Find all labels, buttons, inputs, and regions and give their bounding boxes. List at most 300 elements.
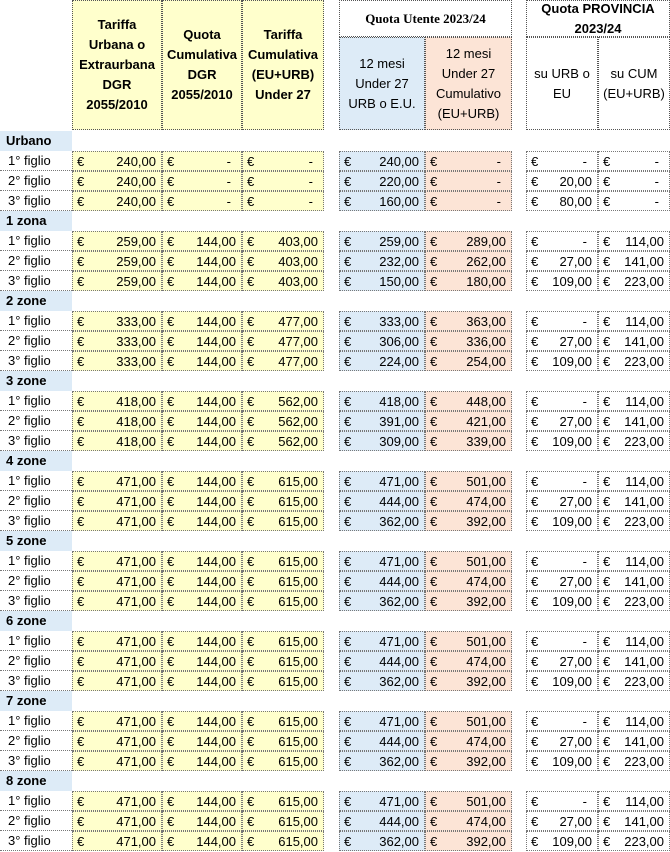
cell-provincia-cum xyxy=(598,591,670,611)
currency-symbol: € xyxy=(77,274,85,289)
currency-symbol: € xyxy=(247,314,255,329)
currency-symbol: € xyxy=(531,634,539,649)
cell-tariffa-urbana xyxy=(72,591,162,611)
cell-utente-urb xyxy=(339,411,425,431)
cell-value: 471,00 xyxy=(116,574,156,589)
cell-utente-urb xyxy=(339,251,425,271)
cell-quota-cumulativa xyxy=(162,431,242,451)
cell-utente-urb xyxy=(339,351,425,371)
cell-value: 477,00 xyxy=(278,354,318,369)
cell-utente-urb xyxy=(339,671,425,691)
currency-symbol: € xyxy=(247,194,255,209)
currency-symbol: € xyxy=(77,314,85,329)
cell-value: 403,00 xyxy=(278,234,318,249)
cell-tariffa-cumulativa xyxy=(242,151,324,171)
currency-symbol: € xyxy=(344,794,352,809)
cell-provincia-urb xyxy=(526,331,598,351)
cell-utente-cum xyxy=(425,231,512,251)
cell-quota-cumulativa xyxy=(162,651,242,671)
currency-symbol: € xyxy=(531,254,539,269)
currency-symbol: € xyxy=(430,434,438,449)
cell-utente-urb xyxy=(339,571,425,591)
currency-symbol: € xyxy=(603,154,611,169)
cell-value: 141,00 xyxy=(624,574,664,589)
header-quota-utente xyxy=(339,0,512,37)
cell-tariffa-urbana xyxy=(72,171,162,191)
cell-value: - xyxy=(496,194,501,209)
cell-value: 223,00 xyxy=(624,434,664,449)
row-label: 2° figlio xyxy=(0,411,72,431)
cell-value: 141,00 xyxy=(624,734,664,749)
cell-value: 27,00 xyxy=(559,334,592,349)
cell-value: 362,00 xyxy=(379,674,419,689)
cell-value: 109,00 xyxy=(552,834,592,849)
currency-symbol: € xyxy=(77,814,85,829)
currency-symbol: € xyxy=(247,434,255,449)
currency-symbol: € xyxy=(247,174,255,189)
currency-symbol: € xyxy=(344,754,352,769)
header-12mesi-urb-text: 12 mesi Under 27 URB o E.U. xyxy=(348,55,416,111)
cell-value: 362,00 xyxy=(379,514,419,529)
currency-symbol: € xyxy=(247,794,255,809)
currency-symbol: € xyxy=(167,254,175,269)
cell-tariffa-urbana xyxy=(72,831,162,851)
cell-value: 339,00 xyxy=(466,434,506,449)
currency-symbol: € xyxy=(430,314,438,329)
cell-value: 471,00 xyxy=(379,554,419,569)
cell-quota-cumulativa xyxy=(162,411,242,431)
cell-provincia-cum xyxy=(598,351,670,371)
cell-value: 471,00 xyxy=(116,474,156,489)
cell-utente-cum xyxy=(425,631,512,651)
cell-value: 27,00 xyxy=(559,654,592,669)
cell-tariffa-cumulativa xyxy=(242,171,324,191)
currency-symbol: € xyxy=(344,514,352,529)
cell-quota-cumulativa xyxy=(162,491,242,511)
cell-tariffa-urbana xyxy=(72,491,162,511)
cell-utente-urb xyxy=(339,631,425,651)
currency-symbol: € xyxy=(247,254,255,269)
cell-tariffa-urbana xyxy=(72,391,162,411)
cell-value: 27,00 xyxy=(559,814,592,829)
cell-utente-cum xyxy=(425,411,512,431)
cell-value: - xyxy=(308,194,313,209)
cell-value: 109,00 xyxy=(552,354,592,369)
currency-symbol: € xyxy=(247,494,255,509)
cell-value: - xyxy=(582,714,587,729)
cell-value: 336,00 xyxy=(466,334,506,349)
cell-utente-urb xyxy=(339,591,425,611)
currency-symbol: € xyxy=(531,234,539,249)
currency-symbol: € xyxy=(430,754,438,769)
currency-symbol: € xyxy=(603,574,611,589)
header-quota-provincia-text: Quota PROVINCIA 2023/24 xyxy=(541,0,655,36)
currency-symbol: € xyxy=(344,654,352,669)
cell-provincia-cum xyxy=(598,491,670,511)
row-label: 1° figlio xyxy=(0,311,72,331)
cell-provincia-cum xyxy=(598,651,670,671)
cell-tariffa-cumulativa xyxy=(242,591,324,611)
currency-symbol: € xyxy=(531,414,539,429)
cell-value: 615,00 xyxy=(278,654,318,669)
cell-provincia-urb xyxy=(526,411,598,431)
cell-tariffa-cumulativa xyxy=(242,191,324,211)
cell-utente-urb xyxy=(339,831,425,851)
cell-value: 444,00 xyxy=(379,734,419,749)
currency-symbol: € xyxy=(430,174,438,189)
cell-provincia-urb xyxy=(526,191,598,211)
cell-value: 471,00 xyxy=(116,794,156,809)
currency-symbol: € xyxy=(167,834,175,849)
cell-provincia-urb xyxy=(526,471,598,491)
section-header: 8 zone xyxy=(0,771,72,791)
cell-quota-cumulativa xyxy=(162,511,242,531)
currency-symbol: € xyxy=(603,654,611,669)
row-label: 2° figlio xyxy=(0,811,72,831)
currency-symbol: € xyxy=(603,554,611,569)
currency-symbol: € xyxy=(167,174,175,189)
cell-value: 144,00 xyxy=(196,574,236,589)
currency-symbol: € xyxy=(531,514,539,529)
currency-symbol: € xyxy=(531,274,539,289)
header-12mesi-urb xyxy=(339,37,425,130)
cell-value: - xyxy=(582,554,587,569)
cell-tariffa-cumulativa xyxy=(242,331,324,351)
cell-provincia-cum xyxy=(598,751,670,771)
cell-tariffa-cumulativa xyxy=(242,731,324,751)
currency-symbol: € xyxy=(430,394,438,409)
currency-symbol: € xyxy=(247,834,255,849)
currency-symbol: € xyxy=(77,434,85,449)
cell-provincia-cum xyxy=(598,471,670,491)
cell-value: 391,00 xyxy=(379,414,419,429)
currency-symbol: € xyxy=(247,274,255,289)
cell-value: - xyxy=(582,234,587,249)
cell-tariffa-urbana xyxy=(72,791,162,811)
cell-value: 144,00 xyxy=(196,514,236,529)
currency-symbol: € xyxy=(603,334,611,349)
cell-value: 144,00 xyxy=(196,254,236,269)
cell-value: 562,00 xyxy=(278,434,318,449)
cell-value: 144,00 xyxy=(196,414,236,429)
row-label: 1° figlio xyxy=(0,151,72,171)
currency-symbol: € xyxy=(603,754,611,769)
currency-symbol: € xyxy=(603,714,611,729)
row-label: 2° figlio xyxy=(0,331,72,351)
header-su-urb-text: su URB o EU xyxy=(534,65,590,101)
header-quota-utente-text: Quota Utente 2023/24 xyxy=(365,10,486,26)
cell-value: 615,00 xyxy=(278,714,318,729)
currency-symbol: € xyxy=(247,714,255,729)
cell-value: 309,00 xyxy=(379,434,419,449)
cell-value: - xyxy=(582,154,587,169)
cell-provincia-urb xyxy=(526,151,598,171)
cell-value: 259,00 xyxy=(379,234,419,249)
currency-symbol: € xyxy=(77,154,85,169)
cell-quota-cumulativa xyxy=(162,311,242,331)
cell-tariffa-urbana xyxy=(72,311,162,331)
cell-value: - xyxy=(496,174,501,189)
currency-symbol: € xyxy=(77,414,85,429)
cell-value: 362,00 xyxy=(379,754,419,769)
cell-value: 289,00 xyxy=(466,234,506,249)
cell-value: 109,00 xyxy=(552,754,592,769)
currency-symbol: € xyxy=(603,674,611,689)
currency-symbol: € xyxy=(344,414,352,429)
currency-symbol: € xyxy=(344,554,352,569)
currency-symbol: € xyxy=(430,714,438,729)
cell-quota-cumulativa xyxy=(162,831,242,851)
cell-tariffa-urbana xyxy=(72,251,162,271)
cell-value: 421,00 xyxy=(466,414,506,429)
cell-provincia-urb xyxy=(526,751,598,771)
currency-symbol: € xyxy=(531,794,539,809)
currency-symbol: € xyxy=(430,254,438,269)
currency-symbol: € xyxy=(77,254,85,269)
cell-value: 474,00 xyxy=(466,734,506,749)
currency-symbol: € xyxy=(344,734,352,749)
currency-symbol: € xyxy=(430,634,438,649)
cell-value: 109,00 xyxy=(552,594,592,609)
cell-value: 109,00 xyxy=(552,514,592,529)
currency-symbol: € xyxy=(167,354,175,369)
currency-symbol: € xyxy=(167,434,175,449)
currency-symbol: € xyxy=(603,474,611,489)
header-quota-cumulativa xyxy=(162,0,242,130)
cell-value: 615,00 xyxy=(278,834,318,849)
cell-utente-cum xyxy=(425,811,512,831)
cell-value: - xyxy=(582,794,587,809)
cell-value: 471,00 xyxy=(116,514,156,529)
currency-symbol: € xyxy=(77,494,85,509)
cell-value: 471,00 xyxy=(116,714,156,729)
cell-utente-cum xyxy=(425,191,512,211)
currency-symbol: € xyxy=(531,594,539,609)
currency-symbol: € xyxy=(603,414,611,429)
cell-value: 144,00 xyxy=(196,734,236,749)
cell-provincia-cum xyxy=(598,431,670,451)
cell-value: 20,00 xyxy=(559,174,592,189)
cell-utente-cum xyxy=(425,791,512,811)
cell-tariffa-urbana xyxy=(72,431,162,451)
currency-symbol: € xyxy=(167,674,175,689)
currency-symbol: € xyxy=(531,734,539,749)
cell-utente-cum xyxy=(425,311,512,331)
cell-value: 27,00 xyxy=(559,574,592,589)
cell-tariffa-cumulativa xyxy=(242,411,324,431)
cell-value: 224,00 xyxy=(379,354,419,369)
cell-provincia-urb xyxy=(526,831,598,851)
currency-symbol: € xyxy=(167,494,175,509)
section-header: Urbano xyxy=(0,131,72,151)
currency-symbol: € xyxy=(603,354,611,369)
cell-utente-urb xyxy=(339,471,425,491)
currency-symbol: € xyxy=(531,714,539,729)
currency-symbol: € xyxy=(77,674,85,689)
cell-value: 144,00 xyxy=(196,354,236,369)
cell-tariffa-cumulativa xyxy=(242,811,324,831)
cell-tariffa-cumulativa xyxy=(242,671,324,691)
currency-symbol: € xyxy=(247,354,255,369)
cell-provincia-cum xyxy=(598,271,670,291)
cell-utente-cum xyxy=(425,571,512,591)
cell-quota-cumulativa xyxy=(162,671,242,691)
cell-utente-urb xyxy=(339,311,425,331)
row-label: 1° figlio xyxy=(0,551,72,571)
currency-symbol: € xyxy=(167,734,175,749)
cell-value: 403,00 xyxy=(278,274,318,289)
cell-value: 471,00 xyxy=(116,554,156,569)
cell-utente-cum xyxy=(425,651,512,671)
cell-value: 141,00 xyxy=(624,254,664,269)
cell-tariffa-cumulativa xyxy=(242,351,324,371)
cell-value: 27,00 xyxy=(559,254,592,269)
cell-value: 477,00 xyxy=(278,314,318,329)
cell-provincia-urb xyxy=(526,811,598,831)
cell-utente-cum xyxy=(425,511,512,531)
cell-quota-cumulativa xyxy=(162,571,242,591)
cell-value: 223,00 xyxy=(624,354,664,369)
cell-value: 144,00 xyxy=(196,554,236,569)
cell-value: 471,00 xyxy=(116,494,156,509)
cell-value: 471,00 xyxy=(379,794,419,809)
cell-value: 444,00 xyxy=(379,494,419,509)
currency-symbol: € xyxy=(247,674,255,689)
currency-symbol: € xyxy=(247,474,255,489)
currency-symbol: € xyxy=(603,834,611,849)
currency-symbol: € xyxy=(77,394,85,409)
header-tariffa-urbana xyxy=(72,0,162,130)
cell-utente-urb xyxy=(339,191,425,211)
cell-provincia-urb xyxy=(526,511,598,531)
currency-symbol: € xyxy=(430,734,438,749)
cell-value: 362,00 xyxy=(379,594,419,609)
header-su-cum-text: su CUM (EU+URB) xyxy=(603,65,665,101)
currency-symbol: € xyxy=(603,254,611,269)
cell-provincia-urb xyxy=(526,631,598,651)
cell-value: 392,00 xyxy=(466,594,506,609)
cell-utente-urb xyxy=(339,491,425,511)
cell-provincia-cum xyxy=(598,311,670,331)
cell-utente-cum xyxy=(425,431,512,451)
cell-value: 471,00 xyxy=(116,594,156,609)
cell-value: 501,00 xyxy=(466,794,506,809)
cell-value: 403,00 xyxy=(278,254,318,269)
cell-provincia-cum xyxy=(598,831,670,851)
currency-symbol: € xyxy=(77,194,85,209)
currency-symbol: € xyxy=(167,474,175,489)
cell-utente-cum xyxy=(425,151,512,171)
cell-provincia-cum xyxy=(598,151,670,171)
cell-value: 471,00 xyxy=(116,814,156,829)
row-label: 1° figlio xyxy=(0,711,72,731)
cell-tariffa-cumulativa xyxy=(242,471,324,491)
cell-utente-urb xyxy=(339,331,425,351)
currency-symbol: € xyxy=(167,594,175,609)
currency-symbol: € xyxy=(247,514,255,529)
currency-symbol: € xyxy=(603,394,611,409)
cell-value: 144,00 xyxy=(196,814,236,829)
cell-provincia-urb xyxy=(526,791,598,811)
currency-symbol: € xyxy=(344,394,352,409)
currency-symbol: € xyxy=(167,314,175,329)
cell-value: 27,00 xyxy=(559,414,592,429)
cell-value: - xyxy=(654,154,659,169)
cell-provincia-urb xyxy=(526,271,598,291)
row-label: 3° figlio xyxy=(0,591,72,611)
currency-symbol: € xyxy=(531,334,539,349)
currency-symbol: € xyxy=(430,414,438,429)
cell-value: 474,00 xyxy=(466,654,506,669)
cell-provincia-cum xyxy=(598,631,670,651)
cell-tariffa-cumulativa xyxy=(242,711,324,731)
cell-provincia-urb xyxy=(526,171,598,191)
cell-value: 615,00 xyxy=(278,734,318,749)
cell-tariffa-cumulativa xyxy=(242,791,324,811)
cell-tariffa-cumulativa xyxy=(242,431,324,451)
cell-provincia-cum xyxy=(598,791,670,811)
cell-quota-cumulativa xyxy=(162,151,242,171)
cell-value: 501,00 xyxy=(466,714,506,729)
currency-symbol: € xyxy=(344,594,352,609)
cell-quota-cumulativa xyxy=(162,551,242,571)
currency-symbol: € xyxy=(603,494,611,509)
row-label: 1° figlio xyxy=(0,631,72,651)
currency-symbol: € xyxy=(77,754,85,769)
currency-symbol: € xyxy=(430,154,438,169)
currency-symbol: € xyxy=(603,234,611,249)
cell-tariffa-cumulativa xyxy=(242,251,324,271)
currency-symbol: € xyxy=(344,354,352,369)
currency-symbol: € xyxy=(531,494,539,509)
currency-symbol: € xyxy=(344,254,352,269)
cell-provincia-urb xyxy=(526,731,598,751)
cell-value: 80,00 xyxy=(559,194,592,209)
currency-symbol: € xyxy=(77,234,85,249)
cell-value: 114,00 xyxy=(625,474,664,489)
cell-value: 141,00 xyxy=(624,494,664,509)
cell-value: 615,00 xyxy=(278,514,318,529)
cell-value: 144,00 xyxy=(196,754,236,769)
currency-symbol: € xyxy=(603,814,611,829)
section-header: 3 zone xyxy=(0,371,72,391)
currency-symbol: € xyxy=(430,834,438,849)
currency-symbol: € xyxy=(247,574,255,589)
cell-provincia-cum xyxy=(598,171,670,191)
cell-tariffa-cumulativa xyxy=(242,751,324,771)
cell-quota-cumulativa xyxy=(162,591,242,611)
currency-symbol: € xyxy=(247,654,255,669)
cell-tariffa-urbana xyxy=(72,671,162,691)
cell-provincia-cum xyxy=(598,511,670,531)
row-label: 2° figlio xyxy=(0,651,72,671)
cell-utente-urb xyxy=(339,751,425,771)
cell-value: 474,00 xyxy=(466,814,506,829)
cell-value: 615,00 xyxy=(278,674,318,689)
section-header: 1 zona xyxy=(0,211,72,231)
currency-symbol: € xyxy=(531,434,539,449)
cell-value: 392,00 xyxy=(466,514,506,529)
header-su-cum xyxy=(598,37,670,130)
cell-value: 240,00 xyxy=(116,154,156,169)
cell-value: 262,00 xyxy=(466,254,506,269)
currency-symbol: € xyxy=(167,334,175,349)
cell-value: 471,00 xyxy=(379,714,419,729)
cell-value: 259,00 xyxy=(116,234,156,249)
cell-quota-cumulativa xyxy=(162,191,242,211)
currency-symbol: € xyxy=(430,354,438,369)
row-label: 3° figlio xyxy=(0,431,72,451)
